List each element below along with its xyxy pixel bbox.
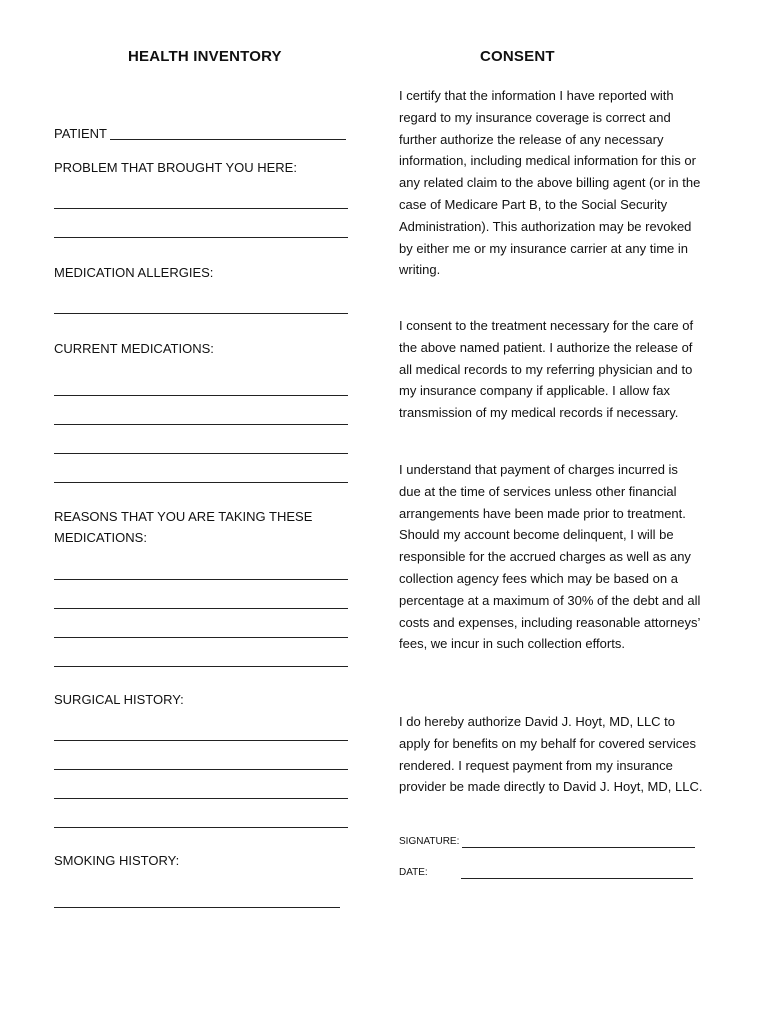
reasons-line-1[interactable] — [54, 579, 348, 580]
consent-paragraph-benefits: I do hereby authorize David J. Hoyt, MD, LLC to apply for benefits on my behalf for covered services rendered. I request payment from my insurance provider be made directly to David J. Hoyt, MD, LLC. — [399, 714, 703, 795]
consent-paragraph-treatment: I consent to the treatment necessary for the care of the above named patient. I authorize the release of all medical records to my referring physician and to my insurance company if applicable. I allow fax transmission of my medical records if necessary. — [399, 318, 694, 421]
current-medications-line-1[interactable] — [54, 395, 348, 396]
problem-label: PROBLEM THAT BROUGHT YOU HERE: — [54, 160, 297, 175]
reasons-label: REASONS THAT YOU ARE TAKING THESE MEDICATIONS: — [54, 509, 313, 545]
surgical-history-line-3[interactable] — [54, 798, 348, 799]
consent-paragraph-insurance: I certify that the information I have reported with regard to my insurance coverage is correct and further authorize the release of any necessary information, including medical information for this or any related claim to the above billing agent (or in the case of Medicare Part B, to the Social Security Administration). This authorization may be revoked by either me or my insurance carrier at any time in writing. — [399, 88, 701, 278]
date-line[interactable] — [461, 878, 693, 879]
reasons-line-4[interactable] — [54, 666, 348, 667]
signature-line[interactable] — [462, 847, 695, 848]
reasons-line-3[interactable] — [54, 637, 348, 638]
surgical-history-line-2[interactable] — [54, 769, 348, 770]
reasons-line-2[interactable] — [54, 608, 348, 609]
health-inventory-title: HEALTH INVENTORY — [128, 48, 282, 65]
surgical-history-line-4[interactable] — [54, 827, 348, 828]
current-medications-label: CURRENT MEDICATIONS: — [54, 341, 214, 356]
problem-line-2[interactable] — [54, 237, 348, 238]
current-medications-line-2[interactable] — [54, 424, 348, 425]
consent-paragraph-payment: I understand that payment of charges incurred is due at the time of services unless other financial arrangements have been made prior to treatment. Should my account become delinquent, I will be responsible for the accrued charges as well as any collection agency fees which may be based on a percentage at a maximum of 30% of the debt and all costs and expenses, including reasonable attorneys’ fees, we incur in such collection efforts. — [399, 462, 701, 652]
surgical-history-label: SURGICAL HISTORY: — [54, 692, 184, 707]
surgical-history-line-1[interactable] — [54, 740, 348, 741]
problem-line-1[interactable] — [54, 208, 348, 209]
allergies-line[interactable] — [54, 313, 348, 314]
current-medications-line-4[interactable] — [54, 482, 348, 483]
smoking-history-line[interactable] — [54, 907, 340, 908]
allergies-label: MEDICATION ALLERGIES: — [54, 265, 214, 280]
smoking-history-label: SMOKING HISTORY: — [54, 853, 180, 868]
signature-label: SIGNATURE: — [399, 836, 460, 847]
date-label: DATE: — [399, 867, 428, 878]
current-medications-line-3[interactable] — [54, 453, 348, 454]
patient-line[interactable] — [110, 139, 346, 140]
consent-title: CONSENT — [480, 48, 555, 65]
patient-label: PATIENT — [54, 126, 107, 141]
